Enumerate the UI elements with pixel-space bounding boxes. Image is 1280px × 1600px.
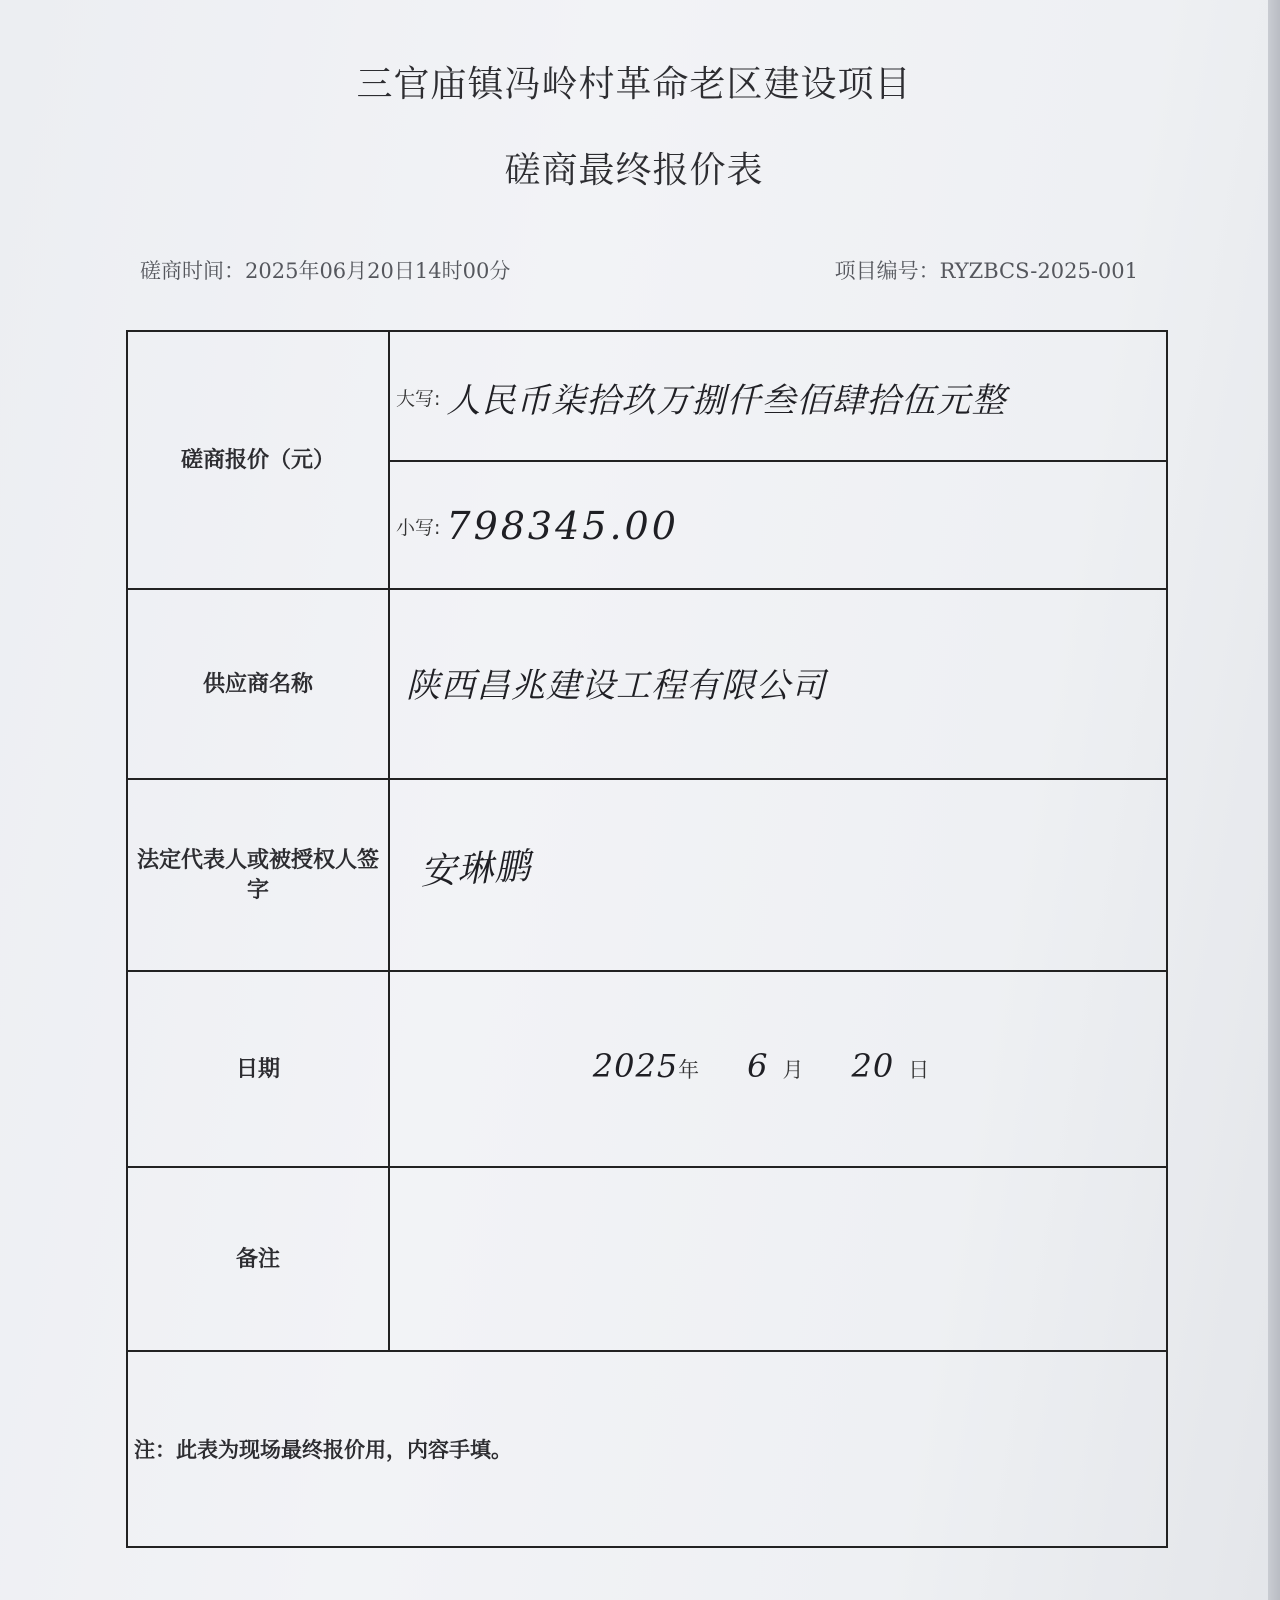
date-year-unit: 年 (678, 1058, 700, 1082)
document-title: 三官庙镇冯岭村革命老区建设项目 (356, 64, 912, 105)
project-number: 项目编号：RYZBCS-2025-001 (834, 259, 1138, 283)
quote-row (128, 332, 1166, 590)
signature: 安琳鹏 (419, 845, 533, 893)
footer-note: 注：此表为现场最终报价用，内容手填。 (134, 1438, 512, 1462)
signature-row (128, 778, 1166, 972)
signature-cell (390, 780, 1166, 972)
date-value (396, 1047, 1166, 1085)
quote-uppercase-cell (390, 332, 1166, 462)
remarks-row (128, 1166, 1166, 1352)
signature-label: 法定代表人或被授权人签字 (128, 780, 390, 972)
uppercase-amount: 人民币柒拾玖万捌仟叁佰肆拾伍元整 (446, 380, 1007, 421)
negotiation-time: 磋商时间：2025年06月20日14时00分 (140, 259, 511, 283)
date-day-unit: 日 (908, 1058, 930, 1082)
supplier-row (128, 588, 1166, 780)
date-row (128, 970, 1166, 1168)
note-row (128, 1350, 1166, 1546)
date-cell (390, 972, 1166, 1168)
date-day: 20 (851, 1047, 895, 1085)
quotation-table (126, 330, 1168, 1548)
lowercase-label: 小写: (396, 516, 441, 539)
date-label: 日期 (128, 972, 390, 1168)
supplier-label: 供应商名称 (128, 590, 390, 780)
uppercase-label: 大写: (396, 387, 441, 410)
date-month-unit: 月 (782, 1058, 804, 1082)
remarks-cell (390, 1168, 1166, 1352)
quote-label: 磋商报价（元） (128, 332, 390, 590)
supplier-name: 陕西昌兆建设工程有限公司 (406, 665, 826, 706)
lowercase-amount: 798345.00 (446, 504, 679, 548)
date-month: 6 (747, 1047, 769, 1085)
supplier-cell (390, 590, 1166, 780)
page-edge (1268, 0, 1280, 1600)
quote-lowercase-cell (390, 462, 1166, 590)
remarks-label: 备注 (128, 1168, 390, 1352)
document-subtitle: 磋商最终报价表 (504, 150, 764, 191)
date-year: 2025 (592, 1047, 679, 1085)
